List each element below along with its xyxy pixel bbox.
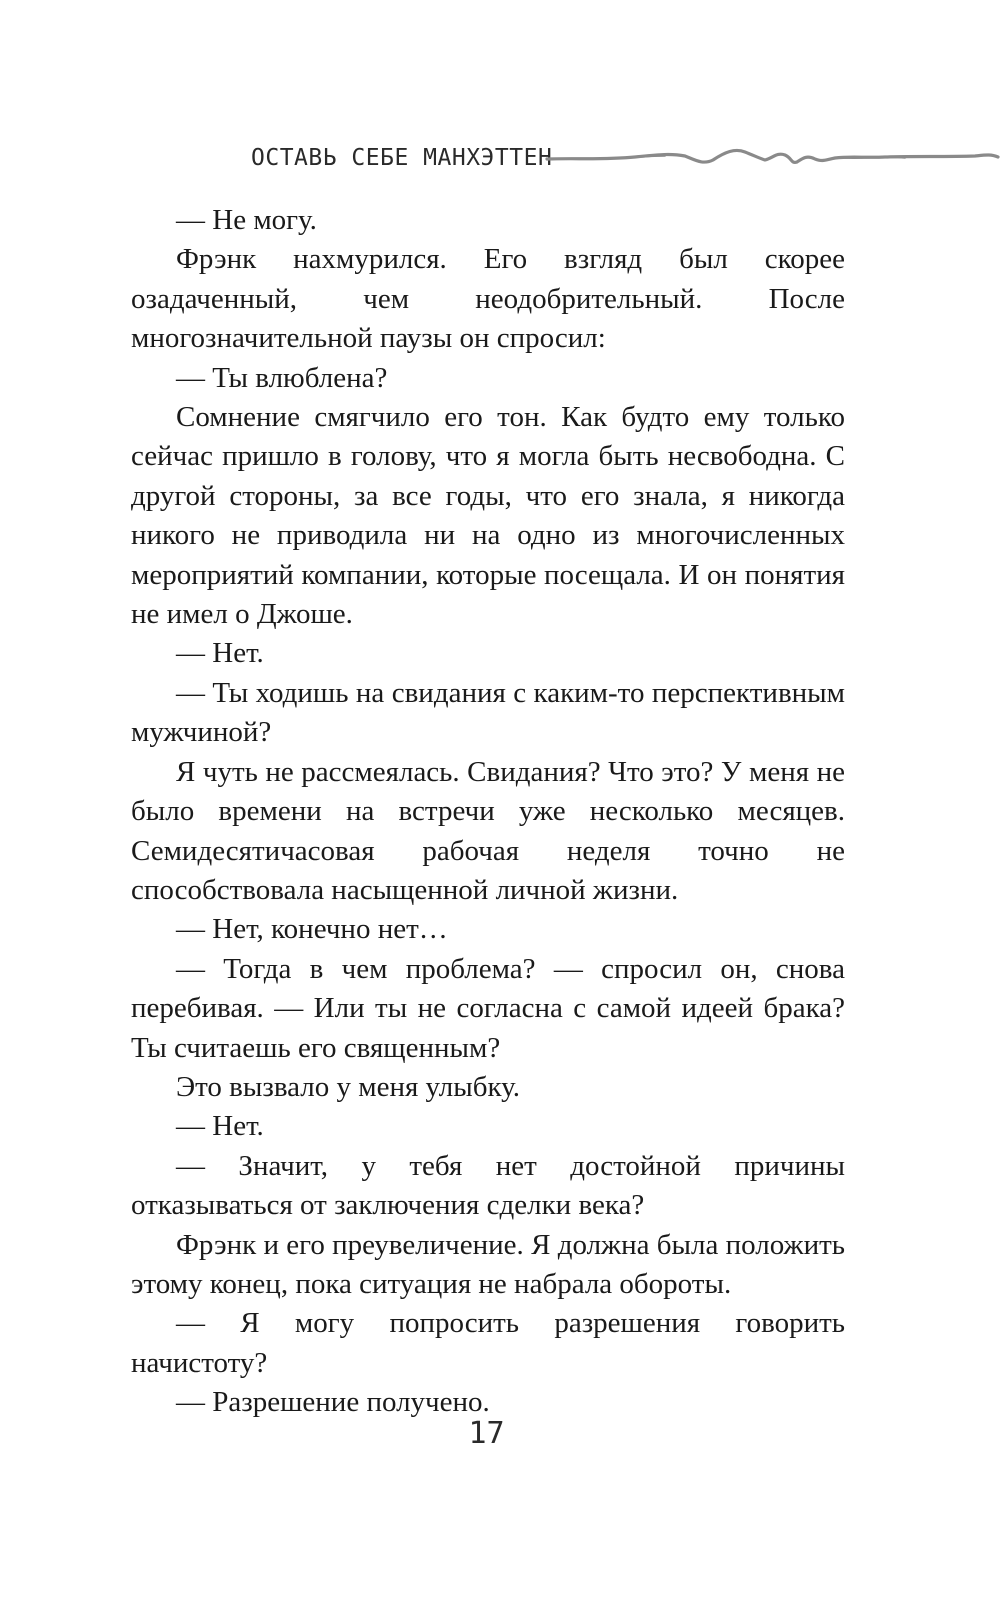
paragraph-12: — Значит, у тебя нет достойной причины отказываться от заключения сделки века? (131, 1149, 845, 1222)
squiggle-ornament (545, 138, 1000, 178)
paragraph-11: — Нет. (176, 1110, 264, 1143)
running-head (0, 138, 1000, 178)
paragraph-10: Это вызвало у меня улыбку. (176, 1070, 521, 1103)
body-text (131, 201, 845, 1423)
paragraph-6: — Ты ходишь на свидания с каким-то перспективным мужчиной? (131, 676, 845, 749)
paragraph-3: — Ты влюблена? (176, 361, 388, 394)
paragraph-8: — Нет, конечно нет… (176, 913, 448, 946)
paragraph-9: — Тогда в чем проблема? — спросил он, снова перебивая. — Или ты не согласна с самой идеей брака? Ты считаешь его священным? (131, 952, 845, 1064)
running-title: ОСТАВЬ СЕБЕ МАНХЭТТЕН (251, 145, 553, 171)
paragraph-7: Я чуть не рассмеялась. Свидания? Что это? У меня не было времени на встречи уже несколько месяцев. Семидесятичасовая рабочая неделя точно не способствовала насыщенной личной жизни. (131, 755, 845, 906)
paragraph-1: — Не могу. (176, 204, 317, 236)
paragraph-2: Фрэнк нахмурился. Его взгляд был скорее озадаченный, чем неодобрительный. После многозначительной паузы он спросил: (131, 243, 845, 355)
page-number: 17 (468, 1416, 505, 1451)
paragraph-5: — Нет. (176, 637, 264, 670)
paragraph-4: Сомнение смягчило его тон. Как будто ему только сейчас пришло в голову, что я могла быть несвободна. С другой стороны, за все годы, что его знала, я никогда никого не приводила ни на одно из многочисленных мероприятий компании, которые посещала. И он понятия не имел о Джоше. (131, 401, 845, 631)
paragraph-14: — Я могу попросить разрешения говорить начистоту? (131, 1307, 845, 1379)
paragraph-15: — Разрешение получено. (176, 1386, 490, 1419)
paragraph-13: Фрэнк и его преувеличение. Я должна была положить этому конец, пока ситуация не набрала обороты. (131, 1228, 845, 1300)
